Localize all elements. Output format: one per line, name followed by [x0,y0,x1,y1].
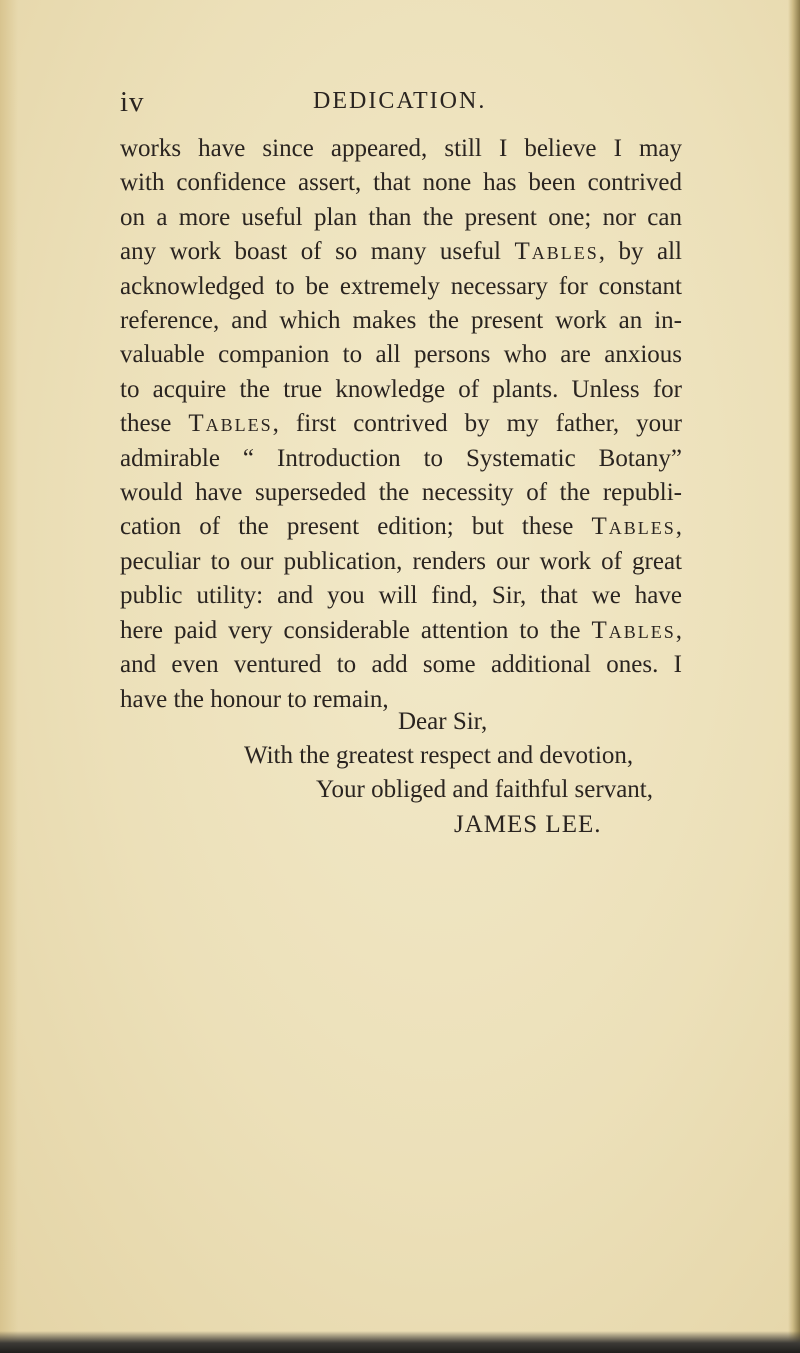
text-line [120,338,682,372]
text-line [120,373,682,407]
page-header [120,86,680,122]
text-run: would have superseded the necessity of the republi- [120,479,682,507]
text-line [120,579,682,613]
text-run: with confidence assert, that none has been contrived [120,169,682,197]
salutation: Dear Sir, [398,708,488,735]
text-line [120,442,682,476]
text-run: any work boast of so many useful [120,238,515,266]
text-run: on a more useful plan than the present one; nor can [120,203,682,231]
small-caps-word: Tables [514,238,599,266]
closing-line: With the greatest respect and devotion, [244,742,634,769]
text-run: , [675,616,682,644]
text-line [120,304,682,338]
text-line [120,407,682,441]
small-caps-word: Tables [591,616,676,644]
text-run: admirable “ Introduction to Systematic Botany” [120,444,682,472]
page-number: iv [120,86,145,118]
text-run: public utility: and you will find, Sir, that we have [120,582,682,610]
text-run: have the honour to remain, [120,685,389,713]
text-run: cation of the present edition; but these [120,513,592,541]
body-paragraph [120,132,682,717]
closing-line: Your obliged and faithful servant, [316,776,653,803]
text-line [120,476,682,510]
text-run: , by all [598,238,682,266]
text-run: works have since appeared, still I believe I may [120,135,682,162]
text-line [120,510,682,544]
page-bottom-edge [0,1331,800,1353]
signature: JAMES LEE. [454,811,602,838]
text-line [120,201,682,235]
text-run: acknowledged to be extremely necessary for constant [120,272,682,300]
text-run: these [120,410,189,438]
text-line [120,648,682,682]
text-line [120,235,682,269]
page-edge-shadow-right [788,0,800,1353]
text-run: here paid very considerable attention to the [120,616,592,644]
text-run: and even ventured to add some additional ones. I [120,651,682,679]
text-run: to acquire the true knowledge of plants. Unless for [120,375,682,403]
small-caps-word: Tables [188,410,273,438]
text-line [120,132,682,166]
text-run: , first contrived by my father, your [272,410,682,438]
small-caps-word: Tables [591,513,676,541]
text-line [120,270,682,304]
text-run: , [675,513,682,541]
text-run: reference, and which makes the present work an in- [120,307,682,335]
page-edge-shadow-left [0,0,18,1353]
text-run: peculiar to our publication, renders our work of great [120,547,682,575]
running-head: DEDICATION. [313,88,487,114]
text-line [120,614,682,648]
text-line [120,166,682,200]
text-run: valuable companion to all persons who are anxious [120,341,682,369]
text-line [120,545,682,579]
